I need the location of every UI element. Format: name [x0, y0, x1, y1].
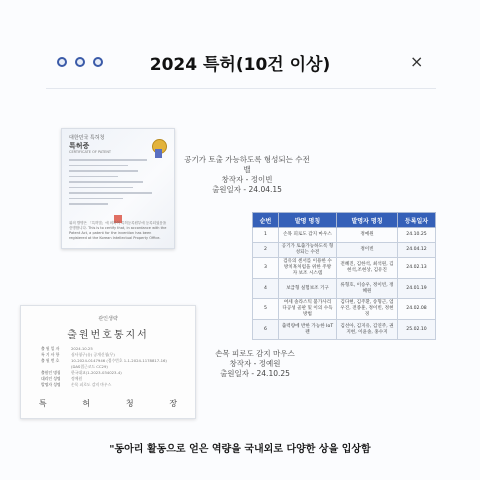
cell-inventor: 정이빈: [337, 243, 398, 258]
cell-invention: 공기가 토출가능하도록 형성되는 수전: [279, 243, 337, 258]
cert-text-lines: [69, 159, 167, 209]
field-value: 정예원: [71, 376, 83, 381]
notice-field-row: [41, 382, 181, 388]
patent-certificate-image: [61, 128, 175, 249]
caption-date: 출원일자 - 24.04.15: [212, 185, 282, 194]
ribbon-icon: [155, 149, 162, 158]
field-key: 대리인 성명: [41, 376, 61, 381]
cell-number: 3: [253, 258, 279, 279]
col-header-inventor: 발명자 명칭: [337, 213, 398, 228]
cell-number: 5: [253, 299, 279, 320]
issuer-char: 특: [38, 399, 47, 408]
summary-quote: "동아리 활동으로 얻은 역량을 국내외로 다양한 상을 입상함: [109, 444, 371, 455]
col-header-invention: 발명 명칭: [279, 213, 337, 228]
field-key: 발명자 성명: [41, 382, 61, 387]
table-row: [253, 299, 436, 320]
cert-header: 대한민국 특허청: [69, 135, 105, 141]
cert-heading: 특허증: [69, 142, 90, 150]
cell-invention: 출력량에 반한 가능한 IoT 펜: [279, 320, 337, 340]
col-header-date: 등록일자: [398, 213, 436, 228]
cell-number: 1: [253, 228, 279, 243]
field-value: 심사청구(유) 공개신청(무): [71, 352, 115, 357]
cell-inventor: 김다현, 김주환, 송형근, 엄우진, 전종훈, 정이빈, 정현경: [337, 299, 398, 320]
notice-fields: [41, 346, 181, 388]
cell-number: 6: [253, 320, 279, 340]
application-notice-image: [20, 305, 196, 419]
cell-inventor: 류형호, 이승우, 정이빈, 정혜원: [337, 279, 398, 299]
cell-invention: 여세 솔라스틱 불가사리 다공성 골판 및 이의 수득 방법: [279, 299, 337, 320]
caption-title: 손목 피로도 감지 마우스: [215, 349, 295, 358]
caption-creator: 창작자 - 정이빈: [221, 175, 273, 184]
patent-table: [252, 212, 435, 340]
table-row: [253, 279, 436, 299]
cell-date: 24.01.19: [398, 279, 436, 299]
title-divider: [46, 88, 436, 89]
caption-title: 공기가 토출 가능하도록 형성되는 수전밸: [184, 155, 310, 174]
cert-footer: 위의 발명은 「특허법」에 의하여 특허등록원부에 등록되었음을 증명합니다. This is to certify that, in accordance with the Patent Act, a patent for the invention has been registered at the Korean Intellectual Property Office.: [69, 221, 167, 240]
table-row: [253, 320, 436, 340]
caption-patent-1: [182, 155, 312, 195]
cell-number: 2: [253, 243, 279, 258]
field-value: 한국대교(1-2023-034023-4): [71, 370, 122, 375]
field-key: 출원인 명칭: [41, 370, 61, 375]
field-value: 10-2024-0147946 (접수번호 1-1-2024-1178817-16): [71, 358, 167, 363]
window-titlebar: [0, 38, 480, 88]
caption-creator: 창작자 - 정예원: [229, 359, 281, 368]
cell-date: 24.02.08: [398, 299, 436, 320]
cell-invention: 보급형 실험보조 기구: [279, 279, 337, 299]
field-value: 손목 피로도 감지 마우스: [71, 382, 112, 387]
cell-number: 4: [253, 279, 279, 299]
cell-inventor: 정예원: [337, 228, 398, 243]
issuer-char: 장: [169, 399, 178, 408]
cell-date: 24.02.13: [398, 258, 436, 279]
cell-inventor: 김선아, 김지유, 김연주, 권지현, 이윤솔, 홍수지: [337, 320, 398, 340]
notice-header: 관인생략: [98, 316, 118, 322]
notice-issuer: [21, 398, 195, 409]
table-header-row: [253, 213, 436, 228]
cell-invention: 검유의 센서를 이용한 수 방치혹처럼을 위한 주방 자 보조 시스템: [279, 258, 337, 279]
cell-invention: 손목 피로도 감지 마우스: [279, 228, 337, 243]
field-key: 특 기 사 항: [41, 352, 60, 357]
field-value: (DAS접근코드 CC29): [71, 364, 108, 369]
cell-date: 24.10.25: [398, 228, 436, 243]
table-row: [253, 243, 436, 258]
cell-date: 25.02.10: [398, 320, 436, 340]
page-title: 2024 특허(10건 이상): [149, 55, 331, 75]
field-key: 출 원 번 호: [41, 358, 60, 363]
table-row: [253, 258, 436, 279]
caption-patent-2: [195, 349, 315, 379]
field-value: 2024.10.25: [71, 346, 93, 351]
close-icon[interactable]: ×: [410, 52, 424, 71]
caption-date: 출원일자 - 24.10.25: [220, 369, 290, 378]
cell-inventor: 전혜진, 김한석, 최석원, 김현석,조현상, 김유진: [337, 258, 398, 279]
field-key: 출 원 일 자: [41, 346, 60, 351]
cell-date: 24.04.12: [398, 243, 436, 258]
issuer-char: 허: [82, 399, 91, 408]
table-row: [253, 228, 436, 243]
notice-title: 출원번호통지서: [67, 330, 149, 341]
cert-subheading: CERTIFICATE OF PATENT: [69, 150, 112, 154]
issuer-char: 청: [125, 399, 134, 408]
col-header-number: 순번: [253, 213, 279, 228]
